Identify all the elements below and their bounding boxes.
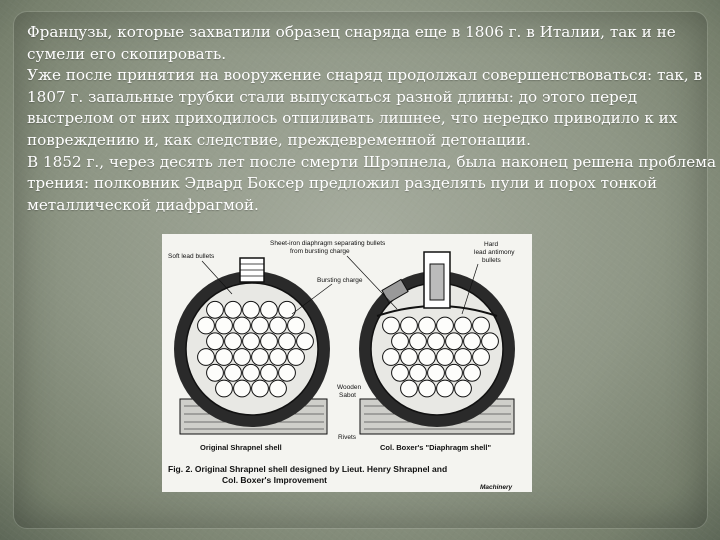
bullet <box>279 301 296 318</box>
bullet <box>216 317 233 334</box>
bullet <box>261 364 278 381</box>
bullet <box>401 349 418 366</box>
bullet <box>261 333 278 350</box>
bullet <box>428 364 445 381</box>
bullet <box>225 301 242 318</box>
label-diaphragm-2: from bursting charge <box>290 248 350 255</box>
label-wooden-1: Wooden <box>337 384 362 391</box>
bullet <box>270 380 287 397</box>
bullet <box>464 364 481 381</box>
bullet <box>279 333 296 350</box>
bullet <box>410 364 427 381</box>
bullet <box>198 349 215 366</box>
label-hard-3: bullets <box>482 257 501 264</box>
label-hard-1: Hard <box>484 241 499 248</box>
left-shell <box>174 258 330 427</box>
bullet <box>446 333 463 350</box>
bullet <box>428 333 445 350</box>
bullet <box>392 333 409 350</box>
bullet <box>410 333 427 350</box>
shrapnel-diagram <box>162 234 532 492</box>
bullet <box>482 333 499 350</box>
figure-caption-line1: Fig. 2. Original Shrapnel shell designed by Lieut. Henry Shrapnel and <box>168 464 448 474</box>
bullet <box>419 380 436 397</box>
bullet <box>437 349 454 366</box>
bullet <box>216 380 233 397</box>
bullet <box>252 380 269 397</box>
bullet <box>207 364 224 381</box>
bullet <box>401 380 418 397</box>
paragraph-2: Уже после принятия на вооружение снаряд продолжал совершенствоваться: так, в 1807 г. запальные трубки стали выпускаться разной длины: до этого перед выстрелом от них приходилось отпиливать лишнее, что нередко приводило к их повреждению и, как следствие, преждевременной детонации. <box>27 66 703 149</box>
bullet <box>437 380 454 397</box>
bullet <box>401 317 418 334</box>
bullet <box>383 317 400 334</box>
bullet <box>297 333 314 350</box>
bullet <box>455 317 472 334</box>
bullet <box>419 317 436 334</box>
bullet <box>279 364 296 381</box>
bullet <box>455 380 472 397</box>
label-diaphragm-1: Sheet-iron diaphragm separating bullets <box>270 240 386 247</box>
body-text <box>27 22 717 216</box>
paragraph-1: Французы, которые захватили образец снаряда еще в 1806 г. в Италии, так и не сумели его скопировать. <box>27 23 676 63</box>
bullet <box>437 317 454 334</box>
bullet <box>198 317 215 334</box>
label-hard-2: lead antimony <box>474 249 515 256</box>
label-wooden-2: Sabot <box>339 392 356 399</box>
bullet <box>252 317 269 334</box>
bullet <box>207 301 224 318</box>
bullet <box>225 364 242 381</box>
bullet <box>473 317 490 334</box>
bullet <box>261 301 278 318</box>
bullet <box>270 349 287 366</box>
bullet <box>243 364 260 381</box>
figure-caption-line2: Col. Boxer's Improvement <box>222 475 327 485</box>
bullet <box>446 364 463 381</box>
paragraph-3: В 1852 г., через десять лет после смерти Шрэпнела, была наконец решена проблема трения: полковник Эдвард Боксер предложил разделять пули и порох тонкой металлической диафрагмой. <box>27 152 717 214</box>
figure-credit: Machinery <box>480 484 513 491</box>
bullet <box>288 349 305 366</box>
bullet <box>383 349 400 366</box>
bullet <box>243 301 260 318</box>
bullet <box>216 349 233 366</box>
bullet <box>252 349 269 366</box>
right-shell <box>359 252 515 427</box>
bullet <box>234 349 251 366</box>
label-rivets: Rivets <box>338 434 357 441</box>
label-soft-lead: Soft lead bullets <box>168 253 215 260</box>
caption-right: Col. Boxer's "Diaphragm shell" <box>380 443 492 452</box>
bullet <box>243 333 260 350</box>
bullet <box>392 364 409 381</box>
label-bursting: Bursting charge <box>317 277 363 284</box>
bullet <box>419 349 436 366</box>
caption-left: Original Shrapnel shell <box>200 443 282 452</box>
bullet <box>270 317 287 334</box>
bullet <box>207 333 224 350</box>
bullet <box>464 333 481 350</box>
bullet <box>288 317 305 334</box>
bullet <box>473 349 490 366</box>
bullet <box>225 333 242 350</box>
bullet <box>234 317 251 334</box>
bullet <box>234 380 251 397</box>
bullet <box>455 349 472 366</box>
